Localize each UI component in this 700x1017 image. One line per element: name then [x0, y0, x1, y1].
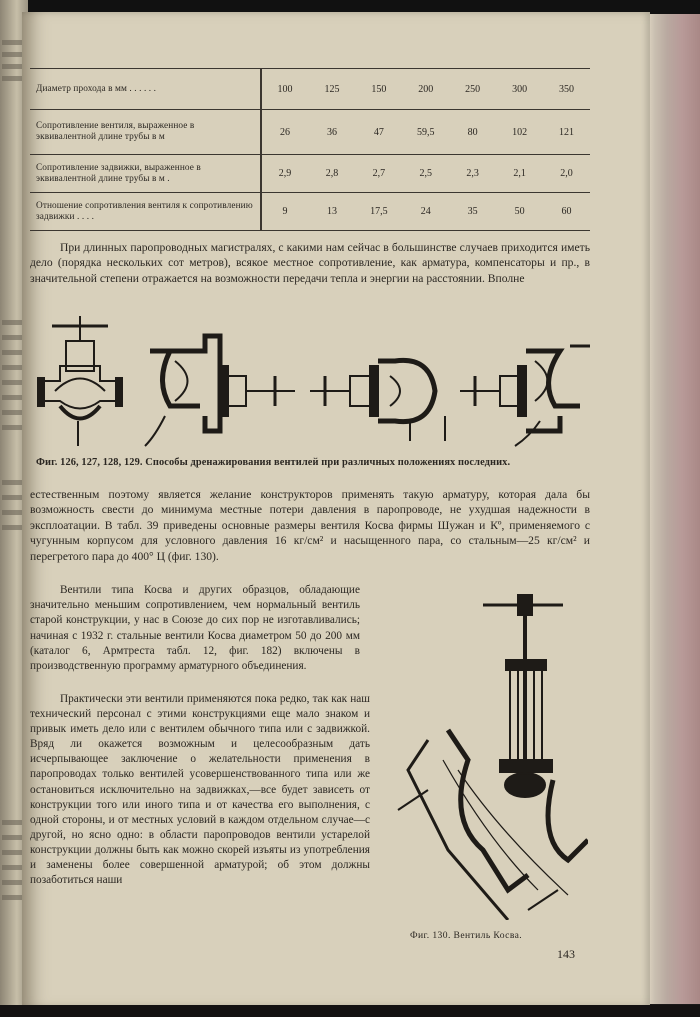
table-cell: 102 [496, 110, 543, 155]
table-row [30, 69, 590, 110]
table-cell: 100 [261, 69, 309, 110]
table-cell: 50 [496, 193, 543, 231]
table-row [30, 193, 590, 231]
table-cell: 2,8 [308, 155, 355, 193]
figure-caption: Фиг. 126, 127, 128, 129. Способы дренажирования вентилей при различных положениях последних. [36, 457, 511, 468]
valve-figure-126 [38, 316, 122, 446]
table-cell: 80 [449, 110, 496, 155]
table-row [30, 155, 590, 193]
table-cell: 26 [261, 110, 309, 155]
valve-figure-129 [460, 346, 590, 446]
row-header: Сопротивление задвижки, выраженное в эквивалентной длине трубы в м . [30, 155, 261, 193]
table-cell: 200 [402, 69, 449, 110]
valve-figure-128 [310, 360, 445, 441]
table-cell: 9 [261, 193, 309, 231]
table-cell: 2,9 [261, 155, 309, 193]
table-cell: 17,5 [355, 193, 402, 231]
table-cell: 300 [496, 69, 543, 110]
resistance-table [30, 68, 590, 231]
background-bottom [0, 1005, 700, 1017]
table-cell: 47 [355, 110, 402, 155]
table-cell: 13 [308, 193, 355, 231]
table-cell: 350 [543, 69, 590, 110]
body-paragraph: Вентили типа Косва и других образцов, обладающие значительно меньшим сопротивлением, чем нормальный вентиль старой конструкции, у нас в Союзе до сих пор не изготавливались; начиная с 1932 г. стальные вентили Косва диаметром 50 до 200 мм (каталог 6, Армтреста табл. 12, фиг. 182) включены в производственную программу арматурного объединения. [30, 584, 360, 673]
valve-figure-127 [145, 336, 295, 446]
table-cell: 250 [449, 69, 496, 110]
table-cell: 2,1 [496, 155, 543, 193]
table-cell: 2,7 [355, 155, 402, 193]
table-cell: 24 [402, 193, 449, 231]
page-number: 143 [557, 947, 575, 961]
kosva-valve-figure [388, 590, 588, 920]
table-cell: 2,0 [543, 155, 590, 193]
body-paragraph: При длинных паропроводных магистралях, с какими нам сейчас в большинстве случаев приходится иметь дело (порядка нескольких сот метров), всякое местное сопротивление, как арматура, компенсаторы и пр., в значительной степени отражается на возможности передачи тепла и энергии на расстоянии. Вполне [30, 241, 590, 285]
table-cell: 150 [355, 69, 402, 110]
drain-valve-figures [30, 306, 590, 456]
row-header: Отношение сопротивления вентиля к сопротивлению задвижки . . . . [30, 193, 261, 231]
table-cell: 2,3 [449, 155, 496, 193]
table-cell: 35 [449, 193, 496, 231]
body-paragraph: естественным поэтому является желание конструкторов применять такую арматуру, которая дала бы возможность свести до минимума местные потери давления в паропроводе, не ухудшая надежности в эксплоатации. В табл. 39 приведены основные размеры вентиля Косва фирмы Шужан и Кº, применяемого с чугунным корпусом для условного давления 16 кг/см² и насыщенного пара, со стальным—25 кг/см² и перегретого пара до 400° Ц (фиг. 130). [30, 488, 590, 563]
table-row [30, 110, 590, 155]
row-header: Диаметр прохода в мм . . . . . . [30, 69, 261, 110]
table-cell: 121 [543, 110, 590, 155]
table-cell: 36 [308, 110, 355, 155]
table-cell: 59,5 [402, 110, 449, 155]
table-cell: 2,5 [402, 155, 449, 193]
figure-caption: Фиг. 130. Вентиль Косва. [410, 930, 523, 941]
table-cell: 60 [543, 193, 590, 231]
table-cell: 125 [308, 69, 355, 110]
row-header: Сопротивление вентиля, выраженное в эквивалентной длине трубы в м [30, 110, 261, 155]
body-paragraph: Практически эти вентили применяются пока редко, так как наш технический персонал с этими конструкциями еще мало знаком и привык иметь дело или с вентилем обычного типа или с задвижкой. Вряд ли окажется возможным и целесообразным дать исчерпывающее заключение о желательности применения в паропроводах только вентилей усовершенствованного типа или же остановиться исключительно на задвижках,—все будет зависеть от конструкции того или иного типа и от качества его выполнения, с одной стороны, и от местных условий в каждом отдельном случае—с другой, но ясно одно: в области паропроводов вентили устарелой конструкции должны быть как можно скорей изъяты из употребления и заменены более совершенной арматурой; об этом должны позаботиться наши [30, 693, 370, 887]
